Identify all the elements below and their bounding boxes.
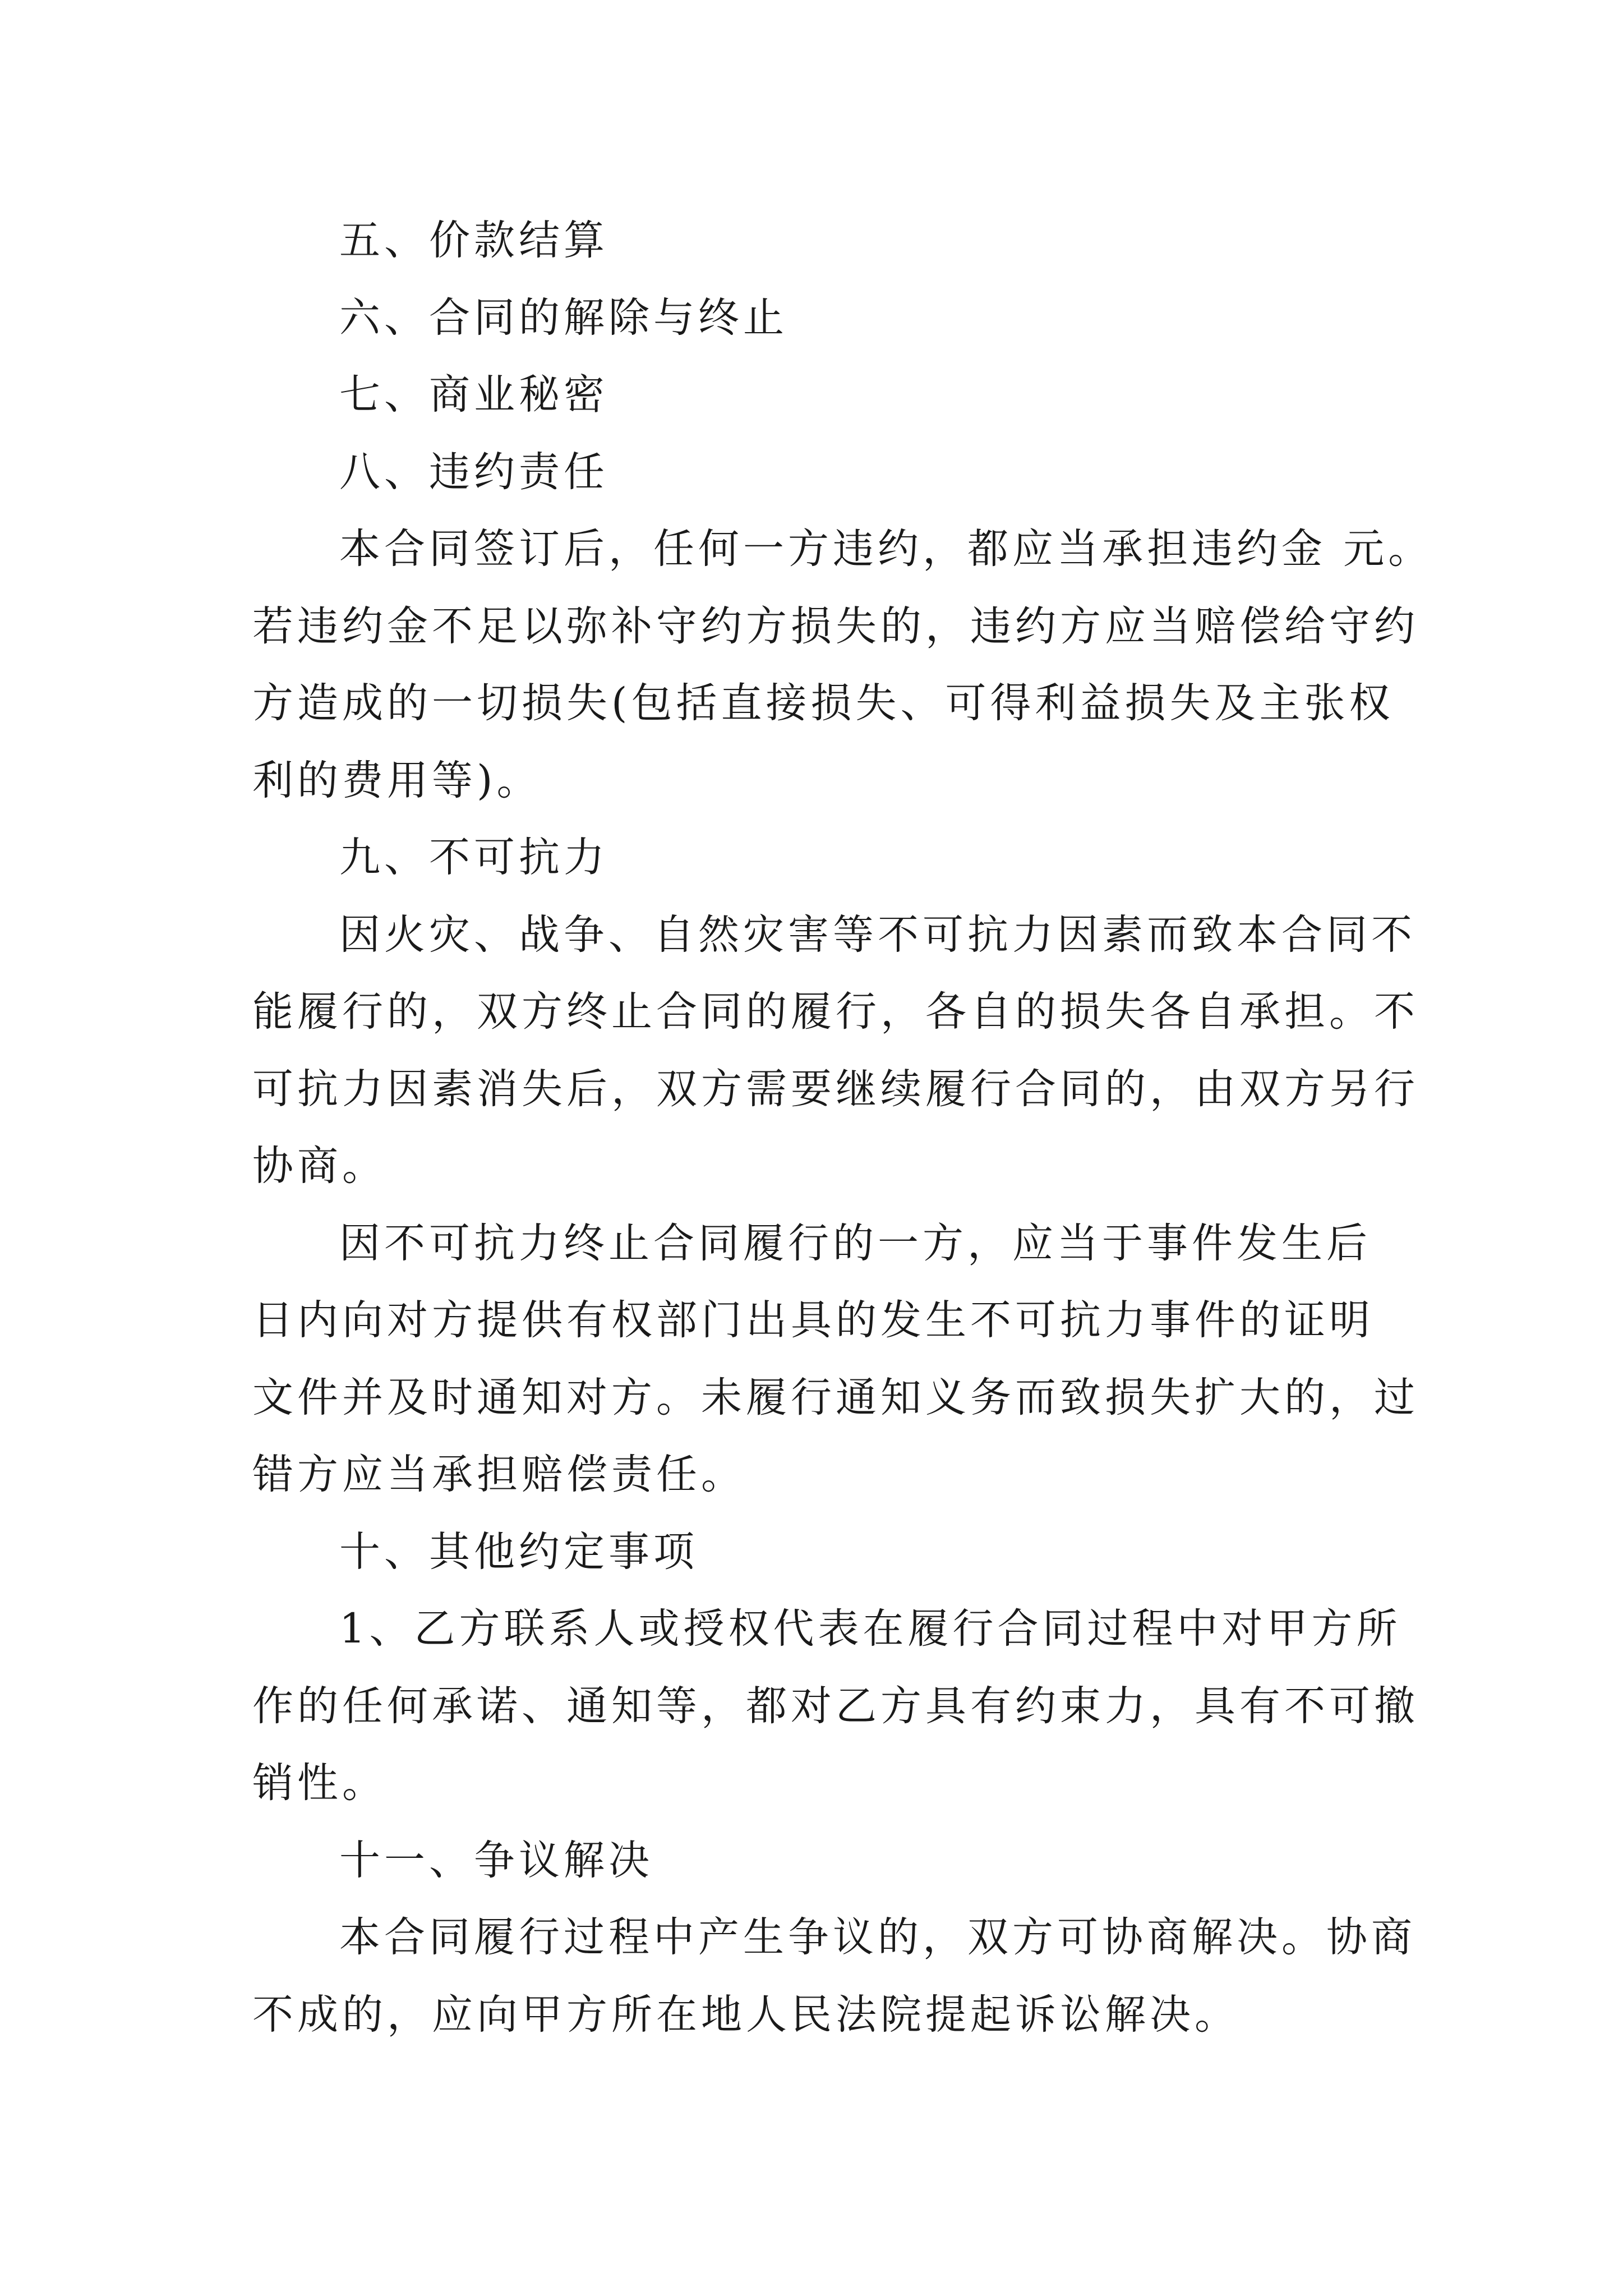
section-heading-termination: 六、合同的解除与终止 bbox=[339, 293, 788, 342]
section-heading-breach-liability: 八、违约责任 bbox=[339, 448, 608, 496]
section-heading-dispute-resolution: 十一、争议解决 bbox=[339, 1836, 653, 1884]
paragraph-line: 不成的，应向甲方所在地人民法院提起诉讼解决。 bbox=[252, 1990, 1239, 2039]
paragraph-line: 利的费用等)。 bbox=[252, 756, 542, 804]
paragraph-line: 作的任何承诺、通知等，都对乙方具有约束力，具有不可撤 bbox=[252, 1682, 1419, 1730]
section-heading-payment-settlement: 五、价款结算 bbox=[339, 217, 608, 264]
paragraph-line: 可抗力因素消失后，双方需要继续履行合同的，由双方另行 bbox=[252, 1065, 1419, 1113]
paragraph-line: 本合同履行过程中产生争议的，双方可协商解决。协商 bbox=[339, 1913, 1416, 1961]
paragraph-line: 日内向对方提供有权部门出具的发生不可抗力事件的证明 bbox=[252, 1296, 1374, 1344]
paragraph-line: 若违约金不足以弥补守约方损失的，违约方应当赔偿给守约 bbox=[252, 602, 1419, 650]
paragraph-line: 销性。 bbox=[252, 1759, 387, 1807]
paragraph-line: 方造成的一切损失(包括直接损失、可得利益损失及主张权 bbox=[252, 679, 1394, 727]
paragraph-line: 文件并及时通知对方。未履行通知义务而致损失扩大的，过 bbox=[252, 1373, 1419, 1421]
paragraph-line: 错方应当承担赔偿责任。 bbox=[252, 1451, 746, 1498]
contract-text bbox=[252, 202, 1433, 2053]
paragraph-line: 因火灾、战争、自然灾害等不可抗力因素而致本合同不 bbox=[339, 910, 1416, 959]
paragraph-line: 本合同签订后，任何一方违约，都应当承担违约金 元。 bbox=[339, 525, 1433, 573]
paragraph-line: 协商。 bbox=[252, 1142, 387, 1190]
section-heading-trade-secrets: 七、商业秘密 bbox=[339, 371, 608, 418]
section-heading-force-majeure: 九、不可抗力 bbox=[339, 834, 608, 881]
paragraph-line: 1、乙方联系人或授权代表在履行合同过程中对甲方所 bbox=[339, 1605, 1401, 1653]
paragraph-line: 因不可抗力终止合同履行的一方，应当于事件发生后 bbox=[339, 1219, 1371, 1267]
section-heading-other-matters: 十、其他约定事项 bbox=[339, 1527, 698, 1576]
paragraph-line: 能履行的，双方终止合同的履行，各自的损失各自承担。不 bbox=[252, 988, 1419, 1036]
